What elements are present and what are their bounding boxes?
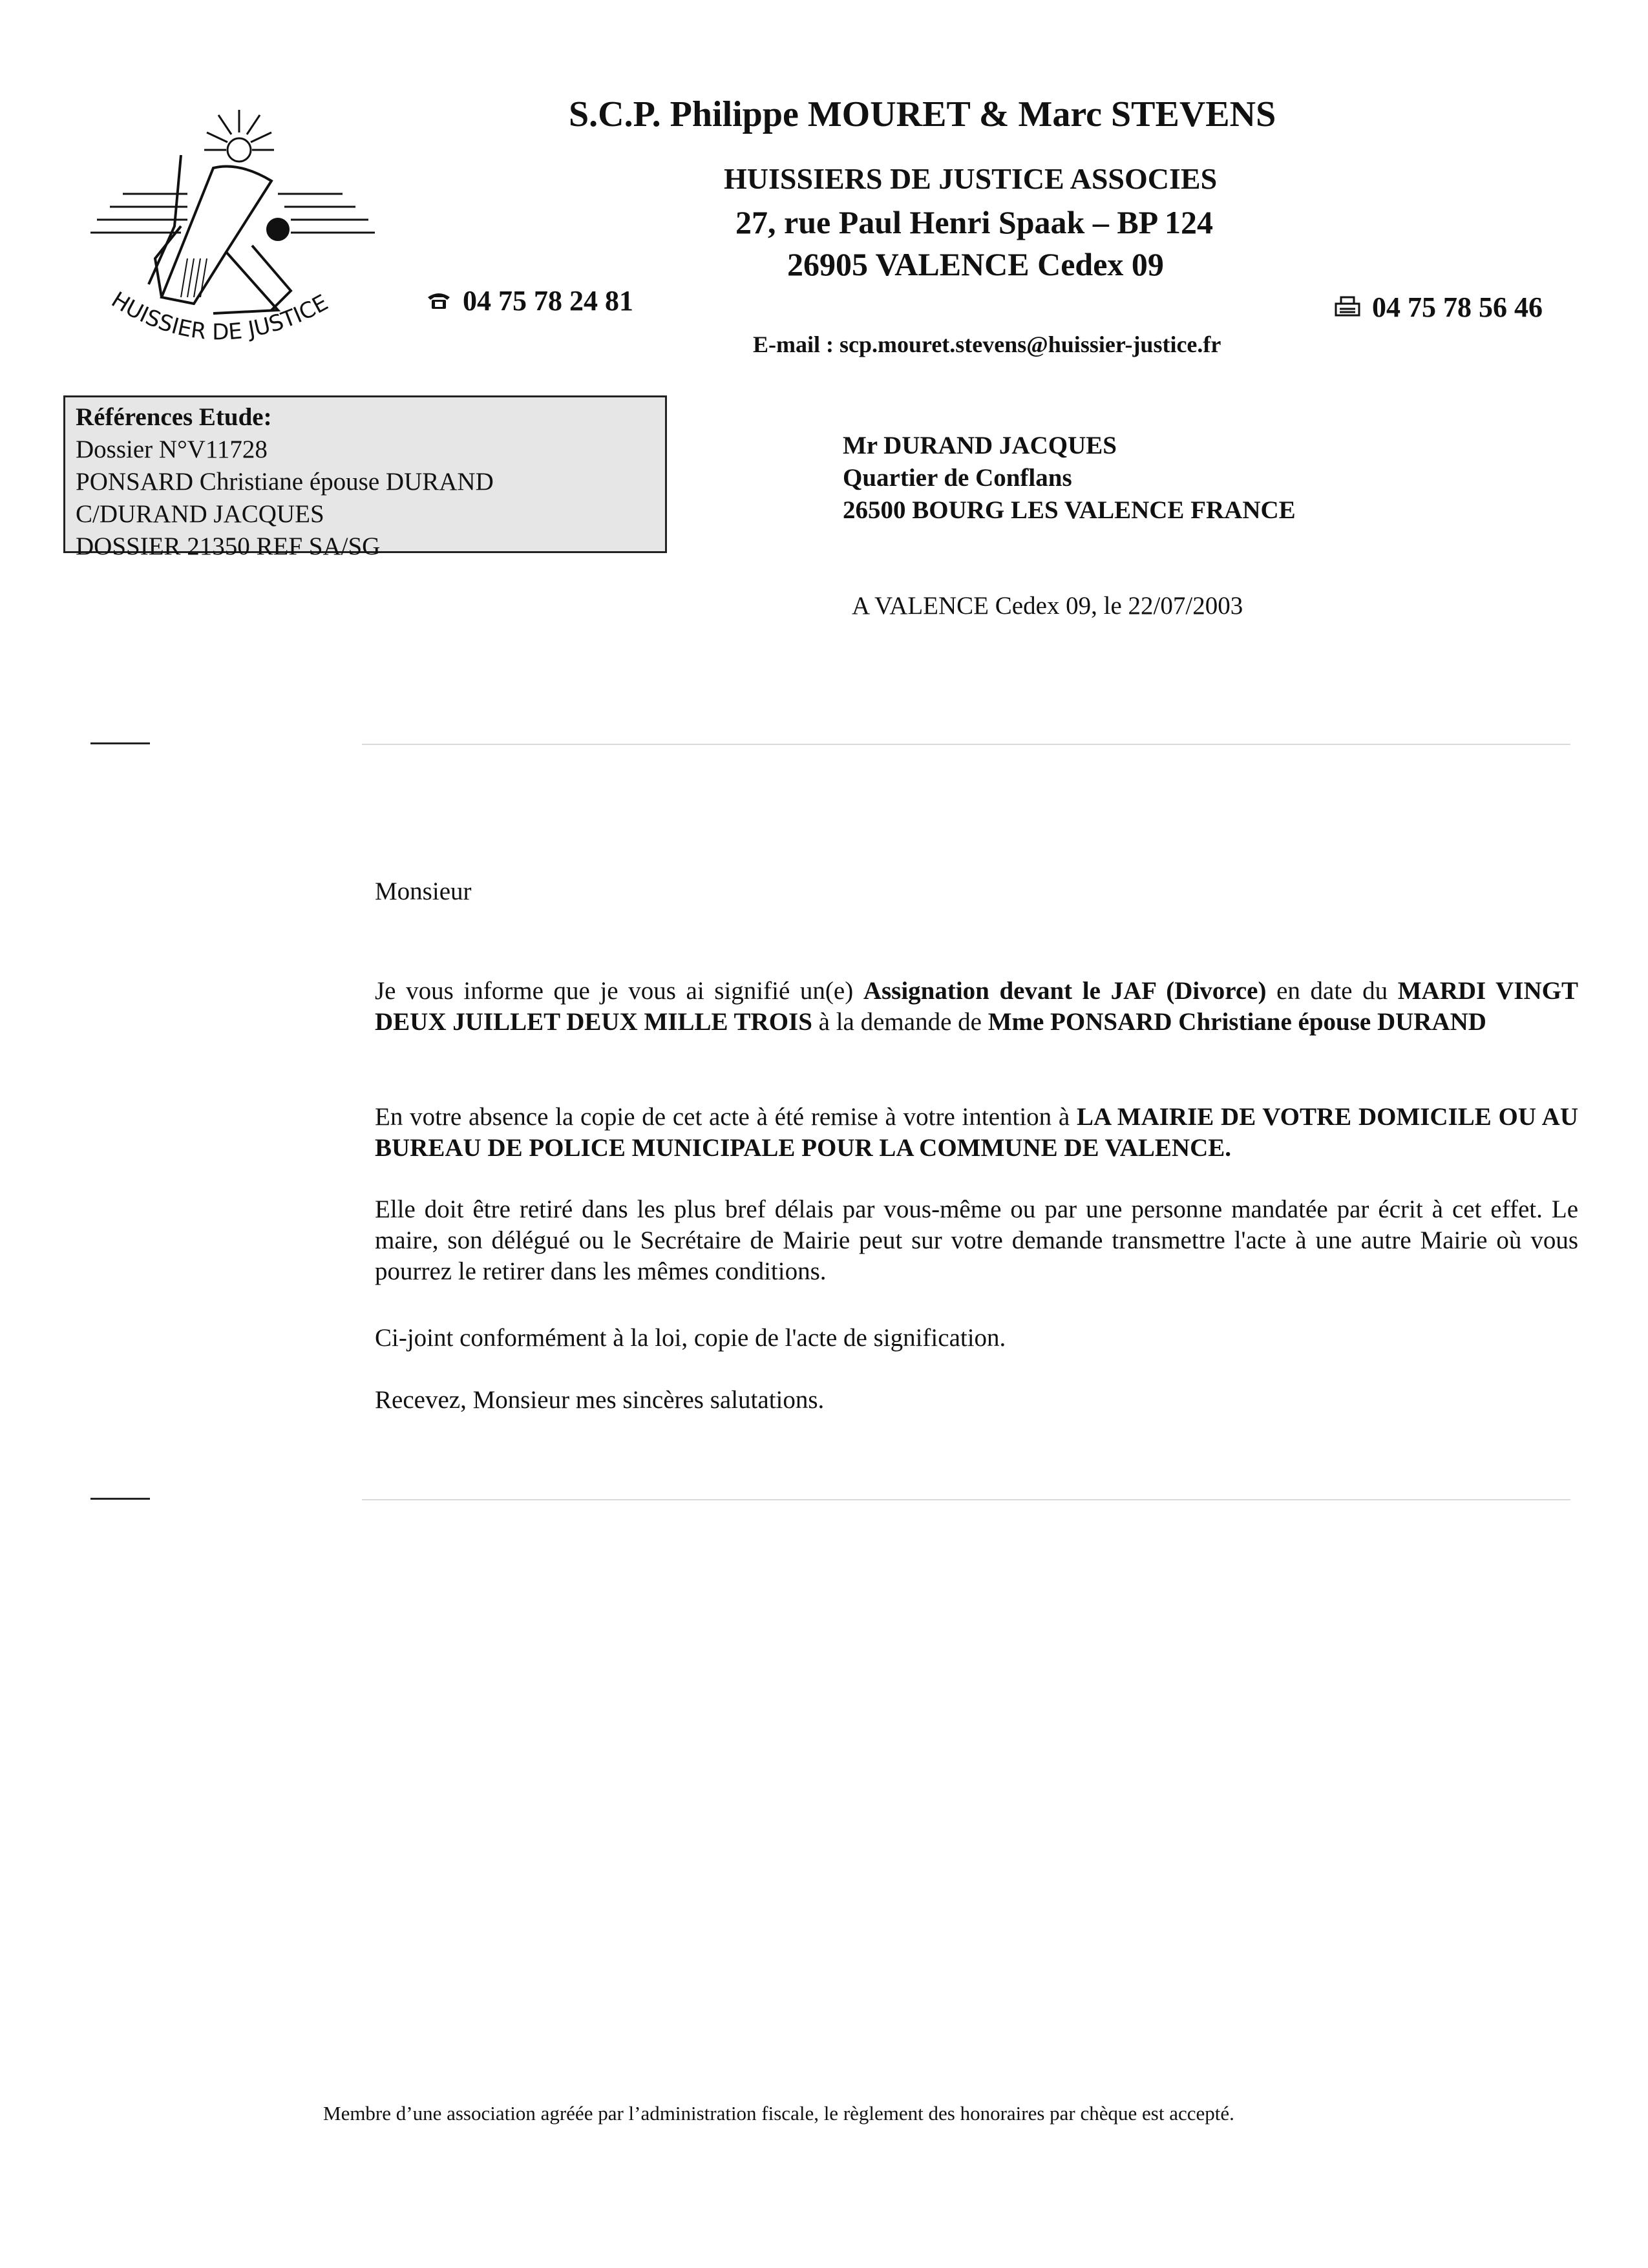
- reference-line: Dossier N°V11728: [76, 436, 268, 463]
- firm-name: S.C.P. Philippe MOURET & Marc STEVENS: [569, 94, 1276, 134]
- firm-subtitle: HUISSIERS DE JUSTICE ASSOCIES: [724, 162, 1218, 195]
- fold-crease: [362, 1499, 1570, 1500]
- requesting-party: Mme PONSARD Christiane épouse DURAND: [988, 1008, 1486, 1036]
- firm-city: 26905 VALENCE Cedex 09: [787, 246, 1164, 282]
- reference-line: DOSSIER 21350 REF SA/SG: [76, 532, 381, 560]
- closing-paragraph: Recevez, Monsieur mes sincères salutations.: [375, 1386, 825, 1414]
- references-box: [63, 395, 667, 560]
- firm-street-address: 27, rue Paul Henri Spaak – BP 124: [735, 204, 1213, 240]
- paragraph-text: à la demande de: [812, 1008, 988, 1036]
- telephone-icon: [427, 284, 451, 317]
- act-date: MARDI VINGT DEUX JUILLET DEUX MILLE TROIS: [375, 977, 1578, 1036]
- huissier-de-justice-logo: [84, 97, 381, 368]
- recipient-address-line: 26500 BOURG LES VALENCE FRANCE: [843, 496, 1296, 524]
- email-address: E-mail : scp.mouret.stevens@huissier-justice.fr: [753, 331, 1221, 357]
- reference-line: C/DURAND JACQUES: [76, 500, 324, 528]
- deposit-location: LA MAIRIE DE VOTRE DOMICILE OU AU BUREAU DE POLICE MUNICIPALE POUR LA COMMUNE DE VALENCE.: [375, 1103, 1578, 1162]
- reference-line: PONSARD Christiane épouse DURAND: [76, 468, 494, 496]
- references-title: Références Etude:: [76, 403, 272, 431]
- fax-icon: [1335, 291, 1360, 324]
- recipient-name: Mr DURAND JACQUES: [843, 432, 1117, 459]
- svg-text:HUISSIER DE JUSTICE: HUISSIER DE JUSTICE: [107, 286, 333, 346]
- fax-contact: [1335, 291, 1543, 324]
- paragraph-text: en date du: [1266, 977, 1398, 1005]
- recipient-address-line: Quartier de Conflans: [843, 464, 1072, 492]
- paragraph-text: En votre absence la copie de cet acte à été remise à votre intention à: [375, 1103, 1077, 1131]
- salutation: Monsieur: [375, 877, 472, 905]
- fold-crease: [362, 744, 1570, 745]
- fold-mark: [90, 742, 150, 744]
- body-paragraph: Ci-joint conformément à la loi, copie de l'acte de signification.: [375, 1324, 1006, 1352]
- body-paragraph: Elle doit être retiré dans les plus bref délais par vous-même ou par une personne mandatée par écrit à cet effet. Le maire, son délégué ou le Secrétaire de Mairie peut sur votre demande transmettre l'acte à une autre Mairie où vous pourrez le retirer dans les mêmes conditions.: [375, 1195, 1578, 1285]
- body-paragraph: [375, 976, 1578, 1038]
- fax-number: 04 75 78 56 46: [1372, 291, 1543, 323]
- phone-number: 04 75 78 24 81: [463, 285, 633, 317]
- footer-note: Membre d’une association agréée par l’administration fiscale, le règlement des honoraires par chèque est accepté.: [323, 2102, 1234, 2125]
- act-type: Assignation devant le JAF (Divorce): [863, 977, 1267, 1005]
- date-line: A VALENCE Cedex 09, le 22/07/2003: [852, 592, 1243, 620]
- phone-contact: [427, 284, 633, 317]
- fold-mark: [90, 1498, 150, 1500]
- paragraph-text: Je vous informe que je vous ai signifié un(e): [375, 977, 863, 1005]
- recipient-address: [843, 430, 1296, 527]
- body-paragraph: [375, 1102, 1578, 1164]
